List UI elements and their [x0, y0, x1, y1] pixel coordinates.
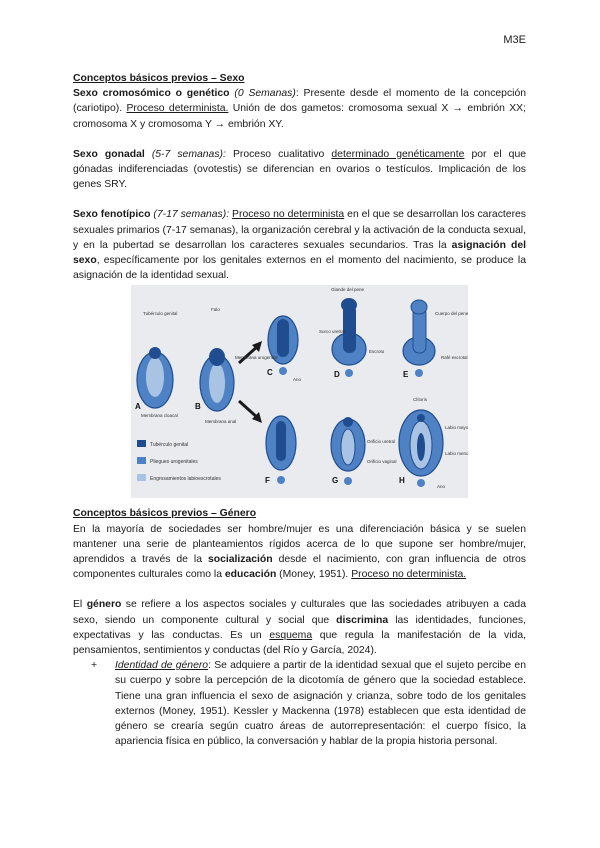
letter-d: D	[334, 370, 340, 380]
stage-e	[403, 300, 435, 380]
stage-h	[399, 410, 443, 487]
genital-development-illustration	[131, 285, 468, 498]
stage-a	[137, 347, 173, 408]
bullet-identidad-genero	[91, 658, 526, 749]
stage-d	[332, 298, 366, 380]
label-cuerpo: Cuerpo del pene	[435, 311, 468, 317]
label-orificio-uretral: Orificio uretral	[367, 439, 396, 445]
page-code: M3E	[503, 34, 526, 46]
legend-pliegues: Pliegues urogenitales	[150, 459, 198, 466]
term-sexo-fenotipico: Sexo fenotípico	[73, 209, 151, 221]
section-title-sexo: Conceptos básicos previos – Sexo	[73, 73, 245, 84]
figure-legend	[137, 440, 221, 482]
paragraph-sexo-gonadal: Sexo gonadal (5-7 semanas): Proceso cualitativo determinado genéticamente por el que gónadas indiferenciadas (ovotestis) se diferencian en ovarios o testículos. Implicación de los genes SRY.	[73, 148, 527, 191]
label-clitoris: Clítoris	[413, 397, 428, 403]
label-falo: Falo	[211, 307, 220, 313]
label-membrana-cloacal: Membrana cloacal	[141, 413, 178, 419]
legend-engrosamientos: Engrosamientos labioescrotales	[150, 476, 221, 483]
paragraph-genero-1: En la mayoría de sociedades ser hombre/mujer es una diferenciación básica y se suelen mantener una serie de planteamientos rígidos acerca de lo que supone ser hombre/mujer, aprendidos a través de la socialización desde el nacimiento, con gran influencia de otros componentes culturales como la educación (Money, 1951). Proceso no determinista.	[73, 523, 526, 581]
document-body	[73, 71, 526, 749]
letter-a: A	[135, 402, 141, 412]
label-membrana-urogenital: Membrana urogenital	[235, 355, 278, 361]
stage-f	[266, 416, 296, 484]
paragraph-genero-2: El género se refiere a los aspectos sociales y culturales que las sociedades atribuyen a cada sexo, siendo un componente cultural y social que discrimina las identidades, funciones, expectativas y las conductas. Es un esquema que regula la manifestación de la vida, pensamientos, sentimientos y conductas (del Río y García, 2024).	[73, 599, 526, 657]
label-rafe: Rafé escrotal	[441, 355, 468, 361]
legend-tuberculo: Tubérculo genital	[150, 442, 189, 449]
letter-b: B	[195, 402, 201, 412]
letter-e: E	[403, 370, 409, 380]
label-tuberculo: Tubérculo genital	[143, 311, 178, 317]
label-ano-h: Ano	[437, 484, 446, 490]
letter-c: C	[267, 368, 273, 378]
label-membrana-anal: Membrana anal	[205, 419, 237, 425]
letter-g: G	[332, 476, 339, 486]
stage-c	[267, 316, 298, 378]
bullet-text: Identidad de género: Se adquiere a partir de la identidad sexual que el sujeto percibe en su cuerpo y sobre la percepción de la dicotomía de género que la sociedad establece. Tiene una gran influencia el sexo de asignación y crianza, sobre todo de los genitales externos (Money, 1951). Kessler y Mackenna (1978) establecen que esta identidad de género se crearía según cuatro áreas de autorrepresentación: el cuerpo físico, la apariencia física en público, la conversación y hablar de la propia historia personal.	[115, 660, 526, 748]
label-orificio-vaginal: Orificio vaginal	[367, 459, 397, 465]
bullet-mark: +	[91, 660, 98, 672]
label-surco: Surco uretral	[319, 329, 345, 335]
section-title-genero: Conceptos básicos previos – Género	[73, 508, 257, 520]
paragraph-sexo-cromosomico: Sexo cromosómico o genético (0 Semanas): Presente desde el momento de la concepción (cariotipo). Proceso determinista. Unión de dos gametos: cromosoma sexual X → embrión XX; cromosoma X y cromosoma Y → embrión XY.	[73, 88, 527, 130]
stage-g	[331, 417, 365, 485]
label-labio-mayor: Labio mayor	[445, 425, 468, 431]
label-labio-menor: Labio menor	[445, 451, 468, 457]
letter-h: H	[399, 476, 405, 486]
term-sexo-cromosomico: Sexo cromosómico o genético	[73, 88, 230, 100]
term-sexo-gonadal: Sexo gonadal	[73, 148, 145, 160]
letter-f: F	[265, 476, 270, 486]
figure-container	[73, 285, 526, 500]
label-escroto: Escroto	[369, 349, 385, 355]
label-glande: Glande del pene	[331, 287, 365, 293]
paragraph-sexo-fenotipico: Sexo fenotípico (7-17 semanas): Proceso no determinista en el que se desarrollan los caracteres sexuales primarios (7-17 semanas), la organización cerebral y la activación de la conducta sexual, y en la pubertad se desarrollan los caracteres sexuales secundarios. Tras la asignación del sexo, específicamente por los genitales externos en el momento del nacimiento, se produce la asignación de la identidad sexual.	[73, 209, 526, 282]
stage-b	[200, 348, 234, 411]
label-ano-c: Ano	[293, 377, 302, 383]
genital-development-figure	[131, 285, 468, 498]
